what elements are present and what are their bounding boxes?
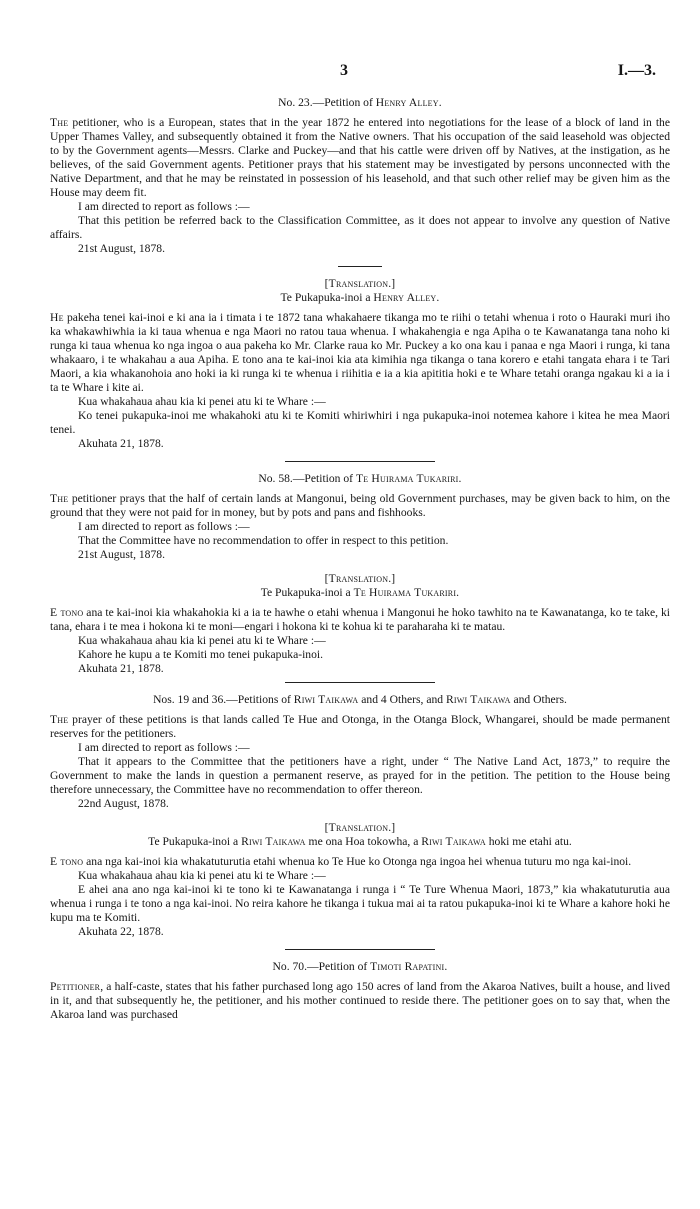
report-text: That the Committee have no recommendation to offer in respect to this petition. bbox=[78, 534, 449, 547]
translation-23 bbox=[50, 277, 670, 451]
petition-heading: No. 23.—Petition of Henry Alley. bbox=[278, 96, 442, 109]
petition-body: The prayer of these petitions is that lands called Te Hue and Otonga, in the Otanga Block, Whangarei, should be made permanent reserves for the petitioners. bbox=[50, 713, 670, 740]
page-number: 3 bbox=[340, 62, 348, 79]
directed-line: Kua whakahaua ahau kia ki penei atu ki te Whare :— bbox=[78, 634, 326, 647]
petition-body: He pakeha tenei kai-inoi e ki ana ia i timata i te 1872 tana whakahaere tikanga mo te riihi o tetahi whenua i roto o Hauraki muri iho ka whakawhiwhia ia ki taua whenua e nga Maori no ratou taua whenua. I whakahengia e nga Apiha o te Kawanatanga tana noho ki runga ki taua whenua ko nga ingoa o aua pakeha ko Mr. Clarke raua ko Mr. Puckey a ko ona kau i panaa e nga Maori i runga, ki tana whakaaro, i te whakahau a aua Apiha. E tono ana te kai-inoi kia ata kimihia nga tikanga o tana korero e etahi tangata ehara i te Tari Maori, a kia whakanohoia ano hoki ia ki runga ki te whenua i riihitia e ia a kia apititia hoki e te Whare tetahi oranga ngakau ki a ia i ta te Whare i kite ai. bbox=[50, 311, 670, 394]
petition-58 bbox=[50, 472, 670, 562]
directed-line: Kua whakahaua ahau kia ki penei atu ki te Whare :— bbox=[78, 395, 326, 408]
petition-70 bbox=[50, 960, 670, 1022]
report-text: Kahore he kupu a te Komiti mo tenei pukapuka-inoi. bbox=[78, 648, 324, 661]
report-text: Ko tenei pukapuka-inoi me whakahoki atu ki te Komiti whiriwhiri i nga pukapuka-inoi notemea kahore i kitea he mea Maori tenei. bbox=[50, 409, 670, 436]
petition-heading: Te Pukapuka-inoi a Te Huirama Tukariri. bbox=[260, 586, 460, 599]
translation-label: [Translation.] bbox=[324, 572, 396, 585]
report-date: 21st August, 1878. bbox=[78, 548, 165, 561]
translation-19-36 bbox=[50, 821, 670, 939]
report-date: 21st August, 1878. bbox=[78, 242, 165, 255]
report-date: Akuhata 22, 1878. bbox=[78, 925, 164, 938]
translation-label: [Translation.] bbox=[324, 821, 396, 834]
directed-line: I am directed to report as follows :— bbox=[78, 520, 250, 533]
report-text: E ahei ana ano nga kai-inoi ki te tono ki te Kawanatanga i runga i “ Te Ture Whenua Maori, 1873,” kia whakatuturutia aua whenua i runga i te tono a nga kai-inoi. No reira kahore he tikanga i tukua mai ai ta ratou pukapuka-inoi ki te Whare a kahore hoki he kupu ma te Komiti. bbox=[50, 883, 670, 924]
petition-19-36 bbox=[50, 693, 670, 811]
petition-body: The petitioner, who is a European, states that in the year 1872 he entered into negotiations for the lease of a block of land in the Upper Thames Valley, and subsequently obtained it from the Native owners. That his occupation of the said leasehold was objected to by the Government agents—Messrs. Clarke and Puckey—and that his cattle were driven off by Natives, at the instigation, as he believes, of the said Government agents. Petitioner prays that his statement may be investigated by persons unconnected with the Native Department, and that he may be reinstated in possession of his leasehold, and that such other relief may be given him as the House may deem fit. bbox=[50, 116, 670, 199]
petition-heading: Te Pukapuka-inoi a Henry Alley. bbox=[280, 291, 440, 304]
petition-heading: Te Pukapuka-inoi a Riwi Taikawa me ona Hoa tokowha, a Riwi Taikawa hoki me etahi atu. bbox=[148, 835, 572, 848]
report-date: Akuhata 21, 1878. bbox=[78, 662, 164, 675]
petition-heading: Nos. 19 and 36.—Petitions of Riwi Taikawa and 4 Others, and Riwi Taikawa and Others. bbox=[153, 693, 567, 706]
petition-body: Petitioner, a half-caste, states that his father purchased long ago 150 acres of land from the Akaroa Natives, built a house, and lived in it, and that subsequently he, the petitioner, and his mother continued to reside there. The petitioner goes on to say that, when the Akaroa land was purchased bbox=[50, 980, 670, 1021]
directed-line: I am directed to report as follows :— bbox=[78, 200, 250, 213]
report-text: That it appears to the Committee that the petitioners have a right, under “ The Native Land Act, 1873,” to require the Government to make the lands in question a permanent reserve, as prayed for in the petition. The petition to the House being therefore unnecessary, the Committee have no recommendation to offer thereon. bbox=[50, 755, 670, 796]
directed-line: I am directed to report as follows :— bbox=[78, 741, 250, 754]
petition-body: E tono ana nga kai-inoi kia whakatuturutia etahi whenua ko Te Hue ko Otonga nga ingoa hei whenua tuturu mo nga kai-inoi. bbox=[50, 855, 632, 868]
petition-body: The petitioner prays that the half of certain lands at Mangonui, being old Government purchases, may be given back to him, on the ground that they were not paid for in money, but by pots and pans and fishhooks. bbox=[50, 492, 670, 519]
petition-23 bbox=[50, 96, 670, 256]
paper-reference: I.—3. bbox=[617, 62, 656, 79]
directed-line: Kua whakahaua ahau kia ki penei atu ki te Whare :— bbox=[78, 869, 326, 882]
report-date: Akuhata 21, 1878. bbox=[78, 437, 164, 450]
petition-heading: No. 70.—Petition of Timoti Rapatini. bbox=[272, 960, 448, 973]
report-date: 22nd August, 1878. bbox=[78, 797, 169, 810]
report-text: That this petition be referred back to the Classification Committee, as it does not appear to involve any question of Native affairs. bbox=[50, 214, 670, 241]
petition-heading: No. 58.—Petition of Te Huirama Tukariri. bbox=[258, 472, 462, 485]
translation-label: [Translation.] bbox=[324, 277, 396, 290]
translation-58 bbox=[50, 572, 670, 676]
petition-body: E tono ana te kai-inoi kia whakahokia ki a ia te hawhe o etahi whenua i Mangonui he hoko tawhito na te Kawanatanga, ko te take, ki tana, ehara i te mea i hokona ki te moni—engari i hokona ki te kohua ki te paraharaha ki te matau. bbox=[50, 606, 670, 633]
page-content bbox=[50, 96, 670, 1022]
